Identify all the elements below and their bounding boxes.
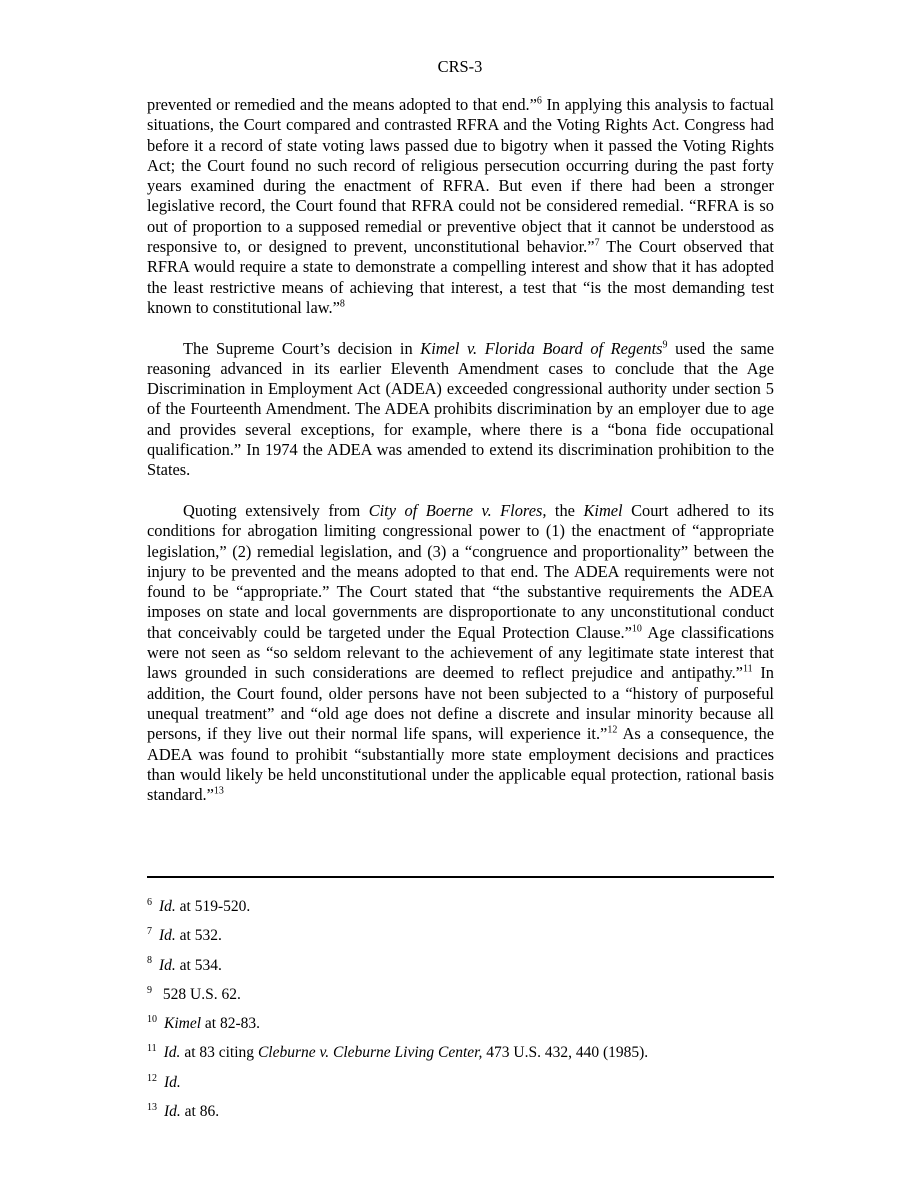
footnote-ref-10[interactable]: 10 [631, 623, 642, 635]
footnote-ref-8[interactable]: 8 [339, 298, 345, 310]
footnote-12 [147, 1073, 774, 1102]
footnote-cite: Id. [159, 927, 176, 945]
footnote-cite: Id. [164, 1103, 181, 1121]
paragraph-2 [147, 339, 774, 481]
footnote-text: 473 U.S. 432, 440 (1985). [482, 1044, 649, 1062]
footnote-cite: Id. [164, 1073, 181, 1091]
footnote-ref-11[interactable]: 11 [742, 663, 753, 675]
footnote-ref-12[interactable]: 12 [607, 724, 618, 736]
footnote-cite: Id. [159, 956, 176, 974]
case-name: City of Boerne v. Flores, [368, 500, 547, 520]
text-run: In addition, the Court found, older persons have not been subjected to a “history of purposeful unequal treatment” and “old age does not define a discrete and insular minority because all persons, if they live out their normal life spans, will experience it.” [147, 663, 774, 744]
footnote-ref-9[interactable]: 9 [662, 339, 668, 351]
footnote-number: 11 [147, 1043, 157, 1055]
footnote-cite: Kimel [164, 1015, 202, 1033]
text-run: used the same reasoning advanced in its earlier Eleventh Amendment cases to conclude that the Age Discrimination in Employment Act (ADEA) exceeded congressional authority under section 5 of the Fourteenth Amendment. The ADEA prohibits discrimination by an employer due to age and provides several exceptions, for example, where there is a “bona fide occupational qualification.” In 1974 the ADEA was amended to extend its discrimination prohibition to the States. [147, 338, 774, 480]
footnote-11 [147, 1043, 774, 1072]
text-run: As a consequence, the ADEA was found to prohibit “substantially more state employment decisions and practices than would likely be held unconstitutional under the applicable equal protection, rational basis standard.” [147, 724, 775, 805]
footnote-number: 6 [147, 896, 152, 908]
footnote-text: at 83 citing [180, 1044, 258, 1062]
footnotes [147, 897, 774, 1131]
footnote-number: 13 [147, 1101, 157, 1113]
paragraph-1 [147, 95, 774, 318]
footnote-number: 8 [147, 955, 152, 967]
text-run: Age classifications were not seen as “so seldom relevant to the achievement of any legitimate state interest that laws grounded in such considerations are deemed to reflect prejudice and antipathy.” [147, 622, 774, 683]
footnote-cite: Id. [159, 898, 176, 915]
footnote-text: at 519-520. [175, 898, 251, 915]
footnote-ref-7[interactable]: 7 [594, 237, 600, 249]
footnote-number: 12 [147, 1072, 157, 1084]
footnote-9 [147, 985, 774, 1014]
text-run: The Supreme Court’s decision in [183, 338, 421, 358]
footnote-text: at 532. [175, 927, 222, 945]
text-run: Court adhered to its conditions for abrogation limiting congressional power to (1) the enactment of “appropriate legislation,” (2) remedial legislation, and (3) a “congruence and proportionality” between the injury to be prevented and the means adopted to that end. The ADEA requirements were not found to be “appropriate.” The Court stated that “the substantive requirements the ADEA imposes on state and local governments are disproportionate to any unconstitutional conduct that conceivably could be targeted under the Equal Protection Clause.” [147, 500, 774, 642]
text-run: the [546, 500, 584, 520]
footnote-10 [147, 1014, 774, 1043]
body-text [147, 95, 774, 826]
case-name: Kimel v. Florida Board of Regents [420, 338, 663, 358]
footnote-ref-13[interactable]: 13 [213, 785, 224, 797]
footnote-number: 7 [147, 926, 152, 938]
footnote-13 [147, 1102, 774, 1131]
footnote-text: at 534. [175, 956, 222, 974]
footnote-divider [147, 876, 774, 878]
footnote-cite: Id. [163, 1044, 181, 1062]
footnote-number: 9 [147, 984, 152, 996]
footnote-text: at 82-83. [201, 1015, 261, 1033]
footnote-text: at 86. [180, 1103, 220, 1121]
footnote-7 [147, 926, 774, 955]
text-run: The Court observed that RFRA would require a state to demonstrate a compelling interest and show that it has adopted the least restrictive means of achieving that interest, a test that “is the most demanding test known to constitutional law.” [147, 237, 774, 317]
text-run: In applying this analysis to factual situations, the Court compared and contrasted RFRA and the Voting Rights Act. Congress had before it a record of state voting laws passed due to bigotry when it passed the Voting Rights Act; the Court found no such record of religious persecution occurring during the past forty years examined during the enactment of RFRA. But even if there had been a stronger legislative record, the Court found that RFRA could not be considered remedial. “RFRA is so out of proportion to a supposed remedial or preventive object that it cannot be understood as responsive to, or designed to prevent, unconstitutional behavior.” [147, 95, 774, 257]
page-header: CRS-3 [437, 57, 483, 76]
text-run: prevented or remedied and the means adopted to that end.” [147, 95, 537, 114]
footnote-ref-6[interactable]: 6 [536, 95, 542, 107]
footnote-text: 528 U.S. 62. [159, 985, 241, 1003]
case-name: Cleburne v. Cleburne Living Center, [257, 1044, 483, 1062]
footnote-number: 10 [147, 1014, 157, 1026]
footnote-6 [147, 897, 774, 926]
paragraph-3 [147, 501, 774, 805]
text-run: Quoting extensively from [183, 500, 369, 520]
footnote-8 [147, 956, 774, 985]
case-name: Kimel [583, 500, 623, 520]
